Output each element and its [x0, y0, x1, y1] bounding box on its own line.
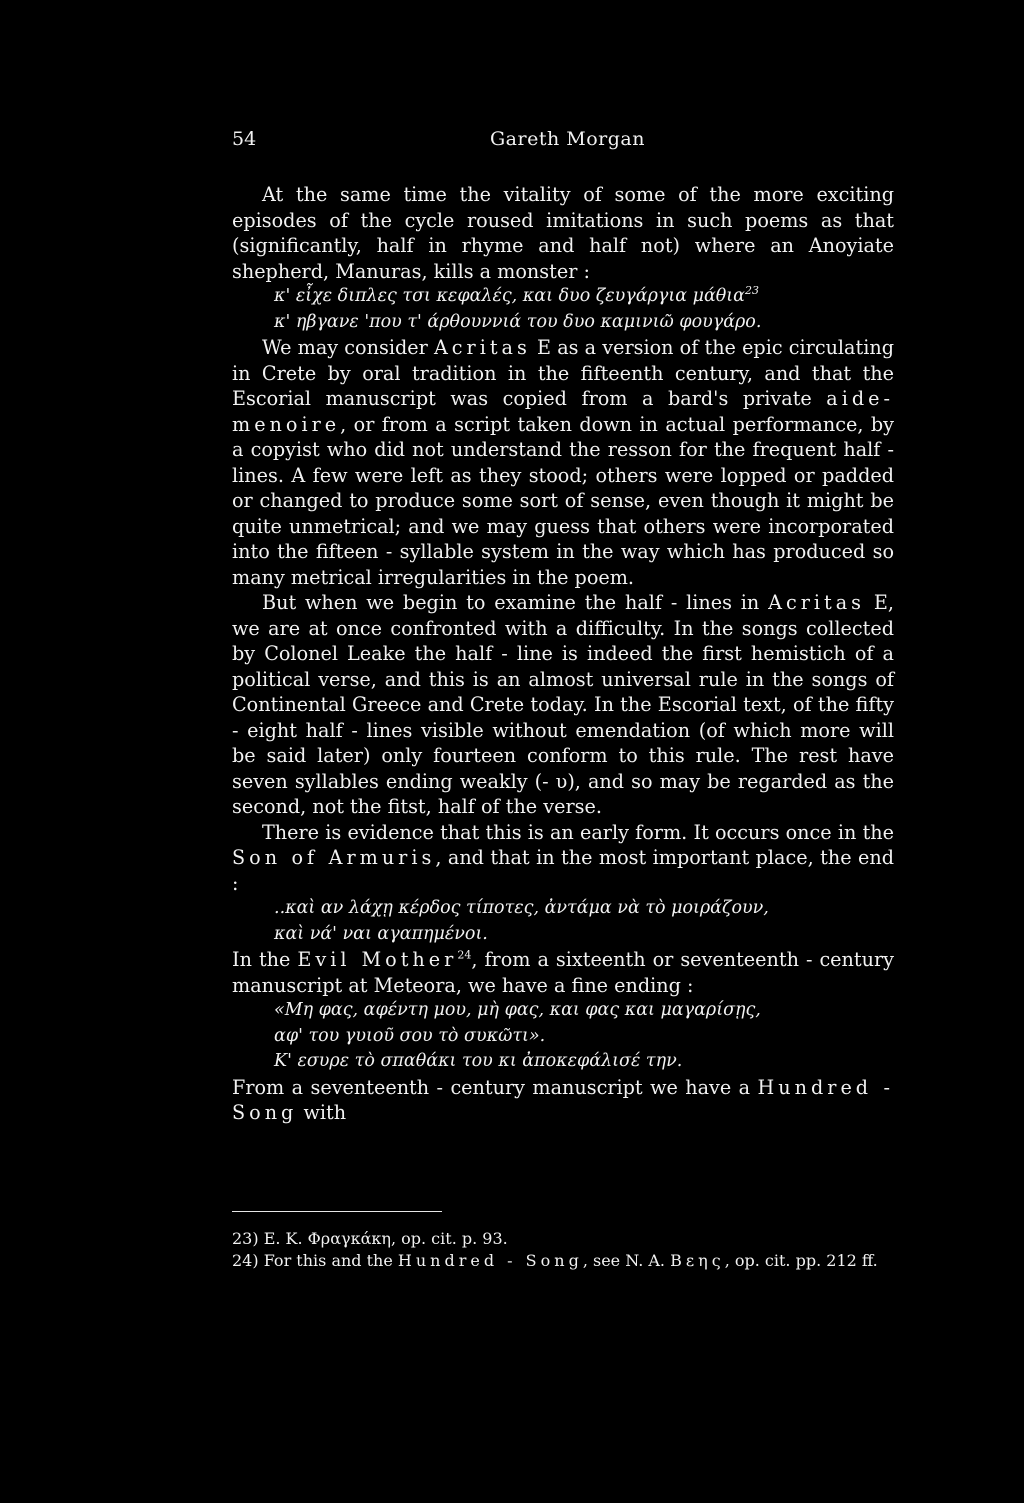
- paragraph-6: [232, 1075, 894, 1126]
- spaced-title: Hundred - Song: [397, 1251, 583, 1270]
- verse-text: κ' εἶχε διπλες τσι κεφαλές, και δυο ζευγάργια μάθια: [274, 286, 745, 306]
- text-run: E, we are at once confronted with a difficulty. In the songs collected by Colonel Leake the half - line is indeed the first hemistich of a political verse, and this is an almost universal rule in the songs of Continental Greece and Crete today. In the Escorial text, of the fifty - eight half - lines visible without emendation (of which more will be said later) only fourteen conform to this rule. The rest have seven syllables ending weakly (- υ), and so may be regarded as the second, not the fitst, half of the verse.: [232, 591, 894, 818]
- text-run: We may consider: [262, 336, 428, 359]
- footnote-ref: 23: [744, 284, 759, 298]
- paragraph-2: [232, 335, 894, 590]
- verse-line: [274, 284, 894, 310]
- verse-quote-1: [232, 284, 894, 335]
- footnotes: [232, 1228, 894, 1272]
- verse-line: ..καὶ αν λάχῃ κέρδος τίποτες, ἀντάμα νὰ τὸ μοιράζουν,: [274, 898, 769, 918]
- text-run: There is evidence that this is an early form. It occurs once in the: [262, 820, 894, 844]
- text-run: with: [303, 1101, 347, 1124]
- text-run: , op. cit. pp. 212 ff.: [724, 1251, 878, 1270]
- spaced-title: Evil Mother: [297, 948, 458, 971]
- footnote-divider: [232, 1211, 442, 1212]
- text-run: From a seventeenth - century manuscript we have a: [232, 1075, 751, 1099]
- text-run: , or from a script taken down in actual performance, by a copyist who did not understand the resson for the frequent half - lines. A few were left as they stood; others were lopped or padded or changed to produce some sort of sense, even though it might be quite unmetrical; and we may guess that others were incorporated into the fifteen - syllable system in the way which has produced so many metrical irregularities in the poem.: [232, 412, 894, 589]
- spaced-name: Βεης: [670, 1251, 725, 1270]
- text-run: But when we begin to examine the half - lines in: [262, 591, 760, 614]
- footnote-24: [232, 1250, 894, 1272]
- spaced-term: aide-menoire: [232, 387, 894, 436]
- verse-quote-3: [232, 998, 894, 1075]
- running-head: Gareth Morgan: [490, 128, 645, 150]
- footnote-ref: 24: [457, 948, 472, 962]
- spaced-title: Acritas: [433, 336, 531, 359]
- text-run: , and that in the most important place, the end :: [232, 846, 894, 895]
- text-run: , from a sixteenth or seventeenth - century manuscript at Meteora, we have a fine ending :: [232, 948, 894, 997]
- verse-line: «Μη φας, αφέντη μου, μὴ φας, και φας και μαγαρίσῃς,: [274, 1000, 761, 1020]
- paragraph-1: At the same time the vitality of some of the more exciting episodes of the cycle roused imitations in such poems as that (significantly, half in rhyme and half not) where an Anoyiate shepherd, Manuras, kills a monster :: [232, 183, 894, 283]
- spaced-title: Son of Armuris: [232, 846, 436, 869]
- body-text: [232, 182, 894, 1126]
- text-run: In the: [232, 948, 291, 971]
- verse-line: Κ' εσυρε τὸ σπαθάκι του κι ἀποκεφάλισέ την.: [274, 1051, 683, 1071]
- spaced-title: Hundred - Song: [232, 1075, 894, 1124]
- text-run: , see N. A.: [582, 1251, 666, 1270]
- paragraph-5: [232, 947, 894, 998]
- footnote-mark: 24): [232, 1251, 259, 1270]
- page-number: 54: [232, 128, 257, 150]
- footnote-mark: 23): [232, 1229, 259, 1248]
- footnote-text: E. K. Φραγκάκη, op. cit. p. 93.: [263, 1229, 508, 1248]
- verse-line: κ' ηβγανε 'που τ' άρθουννιά του δυο καμινιῶ φουγάρο.: [274, 311, 762, 332]
- footnote-23: [232, 1228, 894, 1250]
- spaced-title: Acritas: [768, 591, 866, 614]
- text-run: For this and the: [263, 1251, 393, 1270]
- page-header: [232, 128, 892, 158]
- paragraph-4: [232, 820, 894, 897]
- paragraph-3: [232, 590, 894, 820]
- verse-line: καὶ νά' ναι αγαπημένοι.: [274, 923, 488, 944]
- text-run: E as a version of the epic circulating in Crete by oral tradition in the fifteenth century, and that the Escorial manuscript was copied from a bard's private: [232, 336, 894, 410]
- verse-quote-2: [232, 896, 894, 947]
- verse-line: αφ' του γυιοῦ σου τὸ συκῶτι».: [274, 1025, 546, 1046]
